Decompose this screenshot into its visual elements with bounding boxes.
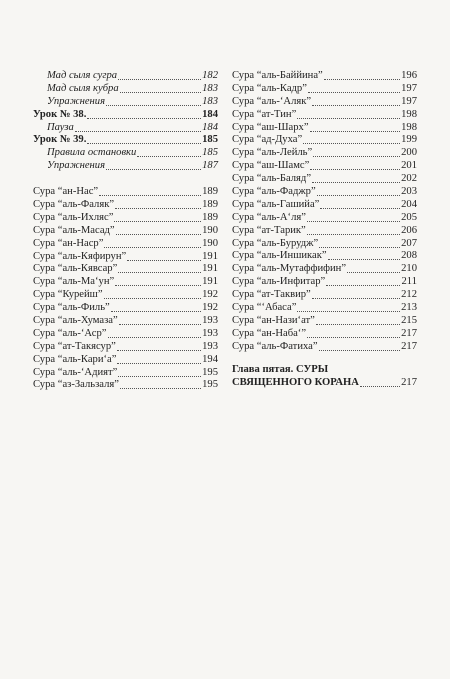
toc-entry	[33, 341, 218, 354]
toc-entry-title: Сура “аль-Иншикак”	[232, 250, 327, 262]
toc-entry-title: Сура “аш-Шамс”	[232, 160, 310, 172]
toc-entry-title: Сура “аль-А‘ля”	[232, 211, 306, 223]
toc-entry	[232, 83, 417, 96]
toc-entry-title: Сура “аль-Кари‘а”	[33, 353, 117, 365]
toc-entry-page: 212	[401, 289, 417, 301]
toc-entry-title: Сура “аль-‘Аср”	[33, 327, 107, 339]
toc-entry-title: Урок № 39.	[33, 134, 87, 146]
toc-entry-page: 197	[401, 82, 417, 94]
toc-entry	[33, 109, 218, 122]
toc-entry	[33, 199, 218, 212]
toc-entry-title: Сура “ат-Тарик”	[232, 224, 306, 236]
toc-entry-title: Сура “аль-Мутаффифин”	[232, 263, 347, 275]
toc-entry-page: 183	[202, 82, 218, 94]
toc-entry-page: 193	[202, 327, 218, 339]
toc-entry-page: 217	[401, 327, 417, 339]
dot-leader	[119, 315, 201, 325]
toc-entry-title: Сура “ат-Тин”	[232, 108, 297, 120]
toc-entry	[33, 70, 218, 83]
toc-entry-page: 205	[401, 211, 417, 223]
toc-entry	[232, 109, 417, 122]
dot-leader	[319, 341, 400, 351]
dot-leader	[137, 147, 201, 157]
dot-leader	[106, 96, 201, 106]
toc-entry-page: 196	[401, 70, 417, 81]
dot-leader	[312, 289, 400, 299]
dot-leader	[114, 212, 201, 222]
toc-entry-title: Сура “ат-Таквир”	[232, 289, 311, 301]
toc-left-column	[33, 70, 218, 392]
toc-entry	[232, 147, 417, 160]
dot-leader	[297, 109, 400, 119]
toc-entry-title: Сура “ад-Духа”	[232, 134, 303, 146]
toc-entry-title: Сура “аль-Филь”	[33, 302, 110, 314]
toc-entry-title: Сура “‘Абаса”	[232, 302, 297, 314]
toc-entry-page: 189	[202, 186, 218, 198]
toc-entry-page: 190	[202, 224, 218, 236]
toc-entry	[33, 263, 218, 276]
toc-entry-page: 185	[202, 147, 218, 159]
dot-leader	[312, 173, 400, 183]
toc-entry-title: Мад сыля кубра	[47, 82, 119, 94]
dot-leader	[115, 199, 201, 209]
toc-entry	[232, 276, 417, 289]
toc-entry-title: Сура “ан-Нас”	[33, 186, 99, 198]
toc-entry-title: Сура “аль-Ма‘ун”	[33, 276, 115, 288]
toc-entry	[232, 96, 417, 109]
dot-leader	[120, 379, 201, 389]
toc-suras-group	[33, 186, 218, 392]
toc-entry-title: Сура “аль-Масад”	[33, 224, 115, 236]
toc-entry	[33, 134, 218, 147]
toc-entry	[33, 354, 218, 367]
dot-leader	[310, 160, 400, 170]
toc-lessons-group	[33, 70, 218, 173]
dot-leader	[118, 70, 201, 80]
toc-entry-page: 184	[202, 108, 218, 120]
toc-entry-title: Сура “аль-Инфитар”	[232, 276, 326, 288]
toc-entry	[232, 173, 417, 186]
toc-entry-title: Пауза	[47, 121, 74, 133]
toc-entry-title: Сура “аль-‘Аляк”	[232, 95, 312, 107]
toc-entry-page: 201	[401, 160, 417, 172]
toc-entry-title: Правила остановки	[47, 147, 137, 159]
toc-entry	[33, 238, 218, 251]
toc-entry	[33, 328, 218, 341]
toc-entry	[232, 250, 417, 263]
toc-entry-page: 191	[202, 276, 218, 288]
toc-entry	[33, 160, 218, 173]
dot-leader	[87, 134, 201, 144]
dot-leader	[75, 122, 201, 132]
toc-entry	[33, 367, 218, 380]
toc-entry-title: Сура “аль-Баляд”	[232, 173, 312, 185]
toc-entry-page: 204	[401, 198, 417, 210]
dot-leader	[326, 276, 400, 286]
toc-entry-page: 207	[401, 237, 417, 249]
toc-entry-title: Мад сыля сугра	[47, 70, 118, 81]
toc-entry	[232, 199, 417, 212]
toc-entry	[232, 122, 417, 135]
toc-entry-title: Сура “аль-Баййина”	[232, 70, 323, 81]
toc-entry-page: 189	[202, 199, 218, 211]
toc-entry	[33, 251, 218, 264]
toc-entry-title: Сура “аль-Бурудж”	[232, 237, 319, 249]
dot-leader	[127, 251, 201, 261]
dot-leader	[297, 302, 400, 312]
dot-leader	[87, 109, 201, 119]
dot-leader	[313, 147, 400, 157]
chapter-title-line2: СВЯЩЕННОГО КОРАНА	[232, 376, 359, 388]
toc-entry	[232, 225, 417, 238]
toc-entry-page: 198	[401, 108, 417, 120]
toc-entry	[232, 212, 417, 225]
toc-entry-page: 184	[202, 121, 218, 133]
toc-right-column	[232, 70, 417, 389]
toc-entry-title: Сура “ан-Наср”	[33, 237, 104, 249]
toc-entry-page: 206	[401, 224, 417, 236]
toc-entry-title: Сура “ан-Нази‘ат”	[232, 314, 315, 326]
dot-leader	[328, 250, 400, 260]
toc-entry-title: Упражнения	[47, 160, 106, 172]
toc-entry-title: Сура “аль-Кадр”	[232, 82, 307, 94]
toc-entry-page: 203	[401, 186, 417, 198]
chapter-title-line1: Глава пятая. СУРЫ	[232, 363, 329, 375]
toc-entry-title: Сура “аль-Хумаза”	[33, 315, 118, 327]
dot-leader	[111, 302, 201, 312]
toc-entry-page: 191	[202, 263, 218, 275]
toc-entry-page: 197	[401, 95, 417, 107]
toc-entry-page: 192	[202, 302, 218, 314]
toc-entry-title: Сура “аль-Лейль”	[232, 147, 313, 159]
toc-entry	[33, 276, 218, 289]
toc-entry	[33, 289, 218, 302]
toc-entry-page: 192	[202, 289, 218, 301]
dot-leader	[117, 341, 201, 351]
dot-leader	[308, 83, 400, 93]
toc-entry-page: 211	[401, 276, 417, 288]
toc-entry-page: 193	[202, 340, 218, 352]
toc-entry-title: Сура “ан-Наба‘”	[232, 327, 307, 339]
toc-entry-page: 191	[202, 250, 218, 262]
toc-entry-page: 195	[202, 379, 218, 391]
toc-entry-page: 198	[401, 121, 417, 133]
toc-entry	[232, 315, 417, 328]
dot-leader	[115, 276, 201, 286]
toc-entry	[33, 225, 218, 238]
dot-leader	[307, 225, 400, 235]
toc-entry	[232, 238, 417, 251]
dot-leader	[307, 328, 400, 338]
toc-entry	[232, 70, 417, 83]
toc-entry-title: Сура “аль-‘Адият”	[33, 366, 118, 378]
toc-entry-title: Сура “аль-Кяфирун”	[33, 250, 127, 262]
toc-entry-title: Сура “аш-Шарх”	[232, 121, 309, 133]
dot-leader	[312, 96, 400, 106]
toc-entry	[232, 134, 417, 147]
toc-entry-page: 217	[401, 340, 417, 352]
dot-leader	[316, 315, 400, 325]
toc-entry-page: 190	[202, 237, 218, 249]
toc-entry-title: Сура “аль-Кявсар”	[33, 263, 118, 275]
dot-leader	[303, 134, 400, 144]
dot-leader	[104, 238, 201, 248]
toc-entry	[33, 83, 218, 96]
toc-entry-page: 182	[202, 70, 218, 81]
toc-entry	[232, 341, 417, 354]
dot-leader	[108, 328, 201, 338]
toc-entry-page: 213	[401, 302, 417, 314]
dot-leader	[324, 70, 400, 80]
toc-entry-page: 200	[401, 147, 417, 159]
dot-leader	[104, 289, 201, 299]
toc-chapter-entry	[232, 364, 417, 390]
dot-leader	[106, 160, 201, 170]
toc-entry	[232, 160, 417, 173]
toc-entry	[33, 96, 218, 109]
dot-leader	[310, 122, 400, 132]
toc-entry-page: 199	[401, 134, 417, 146]
dot-leader	[118, 263, 201, 273]
toc-entry-page: 215	[401, 314, 417, 326]
dot-leader	[320, 199, 400, 209]
dot-leader	[120, 83, 201, 93]
toc-entry-title: Сура “ат-Такясур”	[33, 340, 116, 352]
toc-entry	[232, 186, 417, 199]
dot-leader	[360, 377, 400, 387]
toc-entry	[232, 263, 417, 276]
toc-entry	[232, 328, 417, 341]
toc-entry	[33, 315, 218, 328]
toc-entry-page: 202	[401, 173, 417, 185]
dot-leader	[117, 354, 201, 364]
toc-entry	[232, 302, 417, 315]
toc-entry-title: Сура “Курейш”	[33, 289, 103, 301]
toc-entry-page: 208	[401, 250, 417, 262]
dot-leader	[319, 238, 400, 248]
toc-entry-page: 185	[202, 134, 218, 146]
toc-suras-group-continued	[232, 70, 417, 354]
toc-entry-title: Упражнения	[47, 95, 106, 107]
toc-entry	[33, 186, 218, 199]
toc-entry	[33, 122, 218, 135]
dot-leader	[347, 263, 400, 273]
toc-entry-title: Сура “аль-Ихляс”	[33, 211, 114, 223]
toc-entry	[33, 147, 218, 160]
chapter-page-number: 217	[401, 376, 417, 388]
group-spacer	[33, 173, 218, 186]
toc-entry-title: Урок № 38.	[33, 108, 87, 120]
toc-entry	[33, 379, 218, 392]
toc-entry	[33, 302, 218, 315]
toc-entry-page: 194	[202, 353, 218, 365]
dot-leader	[118, 367, 201, 377]
toc-entry-page: 187	[202, 160, 218, 172]
toc-entry-page: 195	[202, 366, 218, 378]
toc-entry	[33, 212, 218, 225]
dot-leader	[116, 225, 201, 235]
toc-entry-page: 183	[202, 95, 218, 107]
toc-entry-page: 193	[202, 315, 218, 327]
toc-entry-title: Сура “аль-Гашийа”	[232, 198, 320, 210]
toc-entry-page: 189	[202, 211, 218, 223]
toc-entry-title: Сура “аз-Зальзаля”	[33, 379, 119, 391]
dot-leader	[99, 186, 201, 196]
toc-entry-title: Сура “аль-Фаляк”	[33, 199, 115, 211]
toc-entry	[232, 289, 417, 302]
chapter-title-line2-row	[232, 377, 417, 390]
dot-leader	[307, 212, 400, 222]
toc-entry-title: Сура “аль-Фатиха”	[232, 340, 318, 352]
toc-entry-page: 210	[401, 263, 417, 275]
dot-leader	[317, 186, 400, 196]
toc-entry-title: Сура “аль-Фаджр”	[232, 186, 316, 198]
